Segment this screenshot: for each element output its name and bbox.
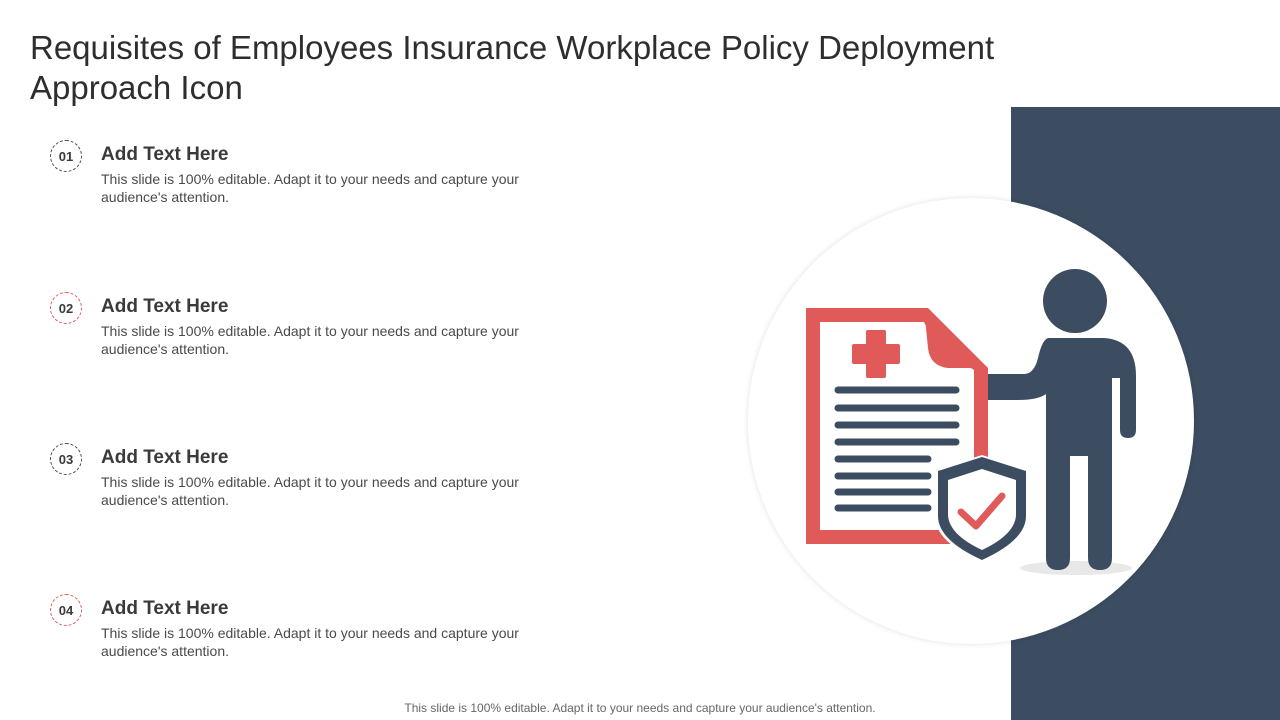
step-number-badge: 02 [50,292,82,324]
page-title: Requisites of Employees Insurance Workplace Policy Deployment Approach Icon [30,29,995,106]
item-heading: Add Text Here [101,598,229,619]
item-description: This slide is 100% editable. Adapt it to your needs and capture your audience's attention. [101,323,519,357]
item-heading: Add Text Here [101,296,229,317]
insurance-illustration [748,198,1194,644]
step-number-badge: 03 [50,443,82,475]
item-description: This slide is 100% editable. Adapt it to your needs and capture your audience's attention. [101,474,519,508]
ground-shadow [1020,561,1132,575]
footer-note: This slide is 100% editable. Adapt it to your needs and capture your audience's attention. [404,701,876,715]
item-heading: Add Text Here [101,447,229,468]
shield-check-icon [935,455,1029,562]
step-number-badge: 04 [50,594,82,626]
step-number-badge: 01 [50,140,82,172]
item-heading: Add Text Here [101,144,229,165]
item-description: This slide is 100% editable. Adapt it to your needs and capture your audience's attention. [101,625,519,659]
item-description: This slide is 100% editable. Adapt it to your needs and capture your audience's attention. [101,171,519,205]
